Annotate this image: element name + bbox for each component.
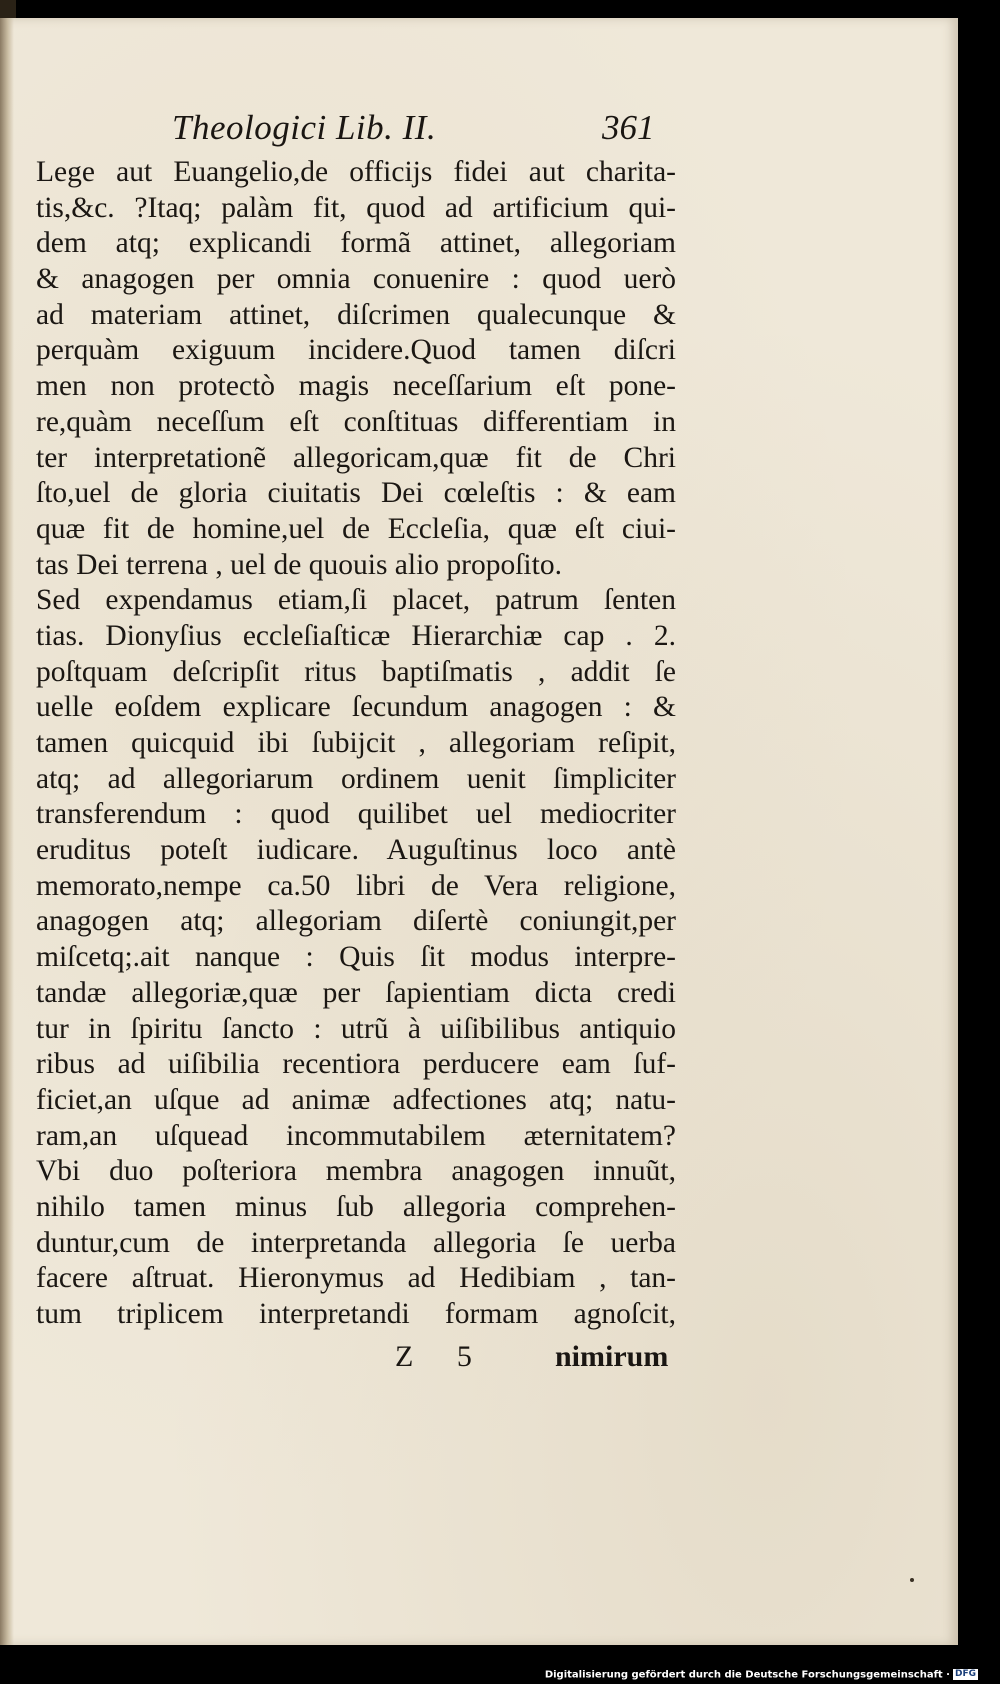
signature-mark: Z 5 xyxy=(395,1340,490,1373)
text-line: Sed expendamus etiam,ſi placet, patrum ſenten xyxy=(36,584,676,617)
text-line: dem atq; explicandi formã attinet, allegoriam xyxy=(36,227,676,260)
text-line: ficiet,an uſque ad animæ adfectiones atq; natu- xyxy=(36,1083,676,1116)
text-line: re,quàm neceſſum eſt conſtituas differentiam in xyxy=(36,405,676,438)
text-line: ribus ad uiſibilia recentiora perducere eam ſuf- xyxy=(36,1048,676,1081)
text-line: nihilo tamen minus ſub allegoria comprehen- xyxy=(36,1190,676,1223)
text-line: ad materiam attinet, diſcrimen qualecunque & xyxy=(36,298,676,331)
scan-corner-mark xyxy=(0,0,16,18)
text-line: ter interpretationẽ allegoricam,quæ fit de Chri xyxy=(36,441,676,474)
digitization-credit xyxy=(545,1669,978,1681)
text-line: ſto,uel de gloria ciuitatis Dei cœleſtis : & eam xyxy=(36,477,676,510)
text-line: miſcetq;.ait nanque : Quis ſit modus interpre- xyxy=(36,941,676,974)
text-line: atq; ad allegoriarum ordinem uenit ſimpliciter xyxy=(36,762,676,795)
credit-text: Digitalisierung gefördert durch die Deutsche Forschungsgemeinschaft · xyxy=(544,1669,950,1680)
text-line: tum triplicem interpretandi formam agnoſcit, xyxy=(36,1298,676,1330)
text-line: anagogen atq; allegoriam diſertè coniungit,per xyxy=(36,905,676,938)
text-line: duntur,cum de interpretanda allegoria ſe uerba xyxy=(36,1226,676,1259)
text-line: tamen quicquid ibi ſubijcit , allegoriam reſipit, xyxy=(36,727,676,759)
text-line: men non protectò magis neceſſarium eſt pone- xyxy=(36,370,676,403)
text-line: Lege aut Euangelio,de officijs fidei aut charita- xyxy=(36,156,676,188)
text-line: ram,an uſquead incommutabilem æternitatem? xyxy=(36,1119,676,1152)
page-gutter-shadow xyxy=(0,18,14,1645)
text-line: eruditus poteſt iudicare. Auguſtinus loco antè xyxy=(36,834,676,867)
page-footer xyxy=(380,1340,680,1380)
page-header xyxy=(172,108,672,154)
text-line: & anagogen per omnia conuenire : quod uerò xyxy=(36,263,676,296)
text-line: Vbi duo poſteriora membra anagogen innuũt, xyxy=(36,1155,676,1188)
text-line: quæ fit de homine,uel de Eccleſia, quæ eſt ciui- xyxy=(36,512,676,545)
text-line: tias. Dionyſius eccleſiaſticæ Hierarchiæ cap . 2. xyxy=(36,619,676,652)
dfg-logo-icon: DFG xyxy=(954,1668,976,1679)
text-line: perquàm exiguum incidere.Quod tamen diſcri xyxy=(36,334,676,367)
text-line: tis,&c. ?Itaq; palàm fit, quod ad artificium qui- xyxy=(36,191,676,224)
running-title: Theologici Lib. II. xyxy=(172,108,437,147)
text-line: uelle eoſdem explicare ſecundum anagogen : & xyxy=(36,691,676,724)
page-number: 361 xyxy=(602,108,655,147)
text-line: poſtquam deſcripſit ritus baptiſmatis , addit ſe xyxy=(36,655,676,688)
catchword: nimirum xyxy=(555,1340,669,1373)
text-line: transferendum : quod quilibet uel mediocriter xyxy=(36,798,676,831)
text-line: memorato,nempe ca.50 libri de Vera religione, xyxy=(36,869,676,902)
ink-speck xyxy=(910,1578,914,1582)
text-line: tandæ allegoriæ,quæ per ſapientiam dicta credi xyxy=(36,976,676,1009)
text-line: tas Dei terrena , uel de quouis alio propoſito. xyxy=(36,548,562,581)
text-line: facere aſtruat. Hieronymus ad Hedibiam , tan- xyxy=(36,1262,676,1295)
text-line: tur in ſpiritu ſancto : utrũ à uiſibilibus antiquio xyxy=(36,1012,676,1045)
body-text xyxy=(36,155,676,1333)
